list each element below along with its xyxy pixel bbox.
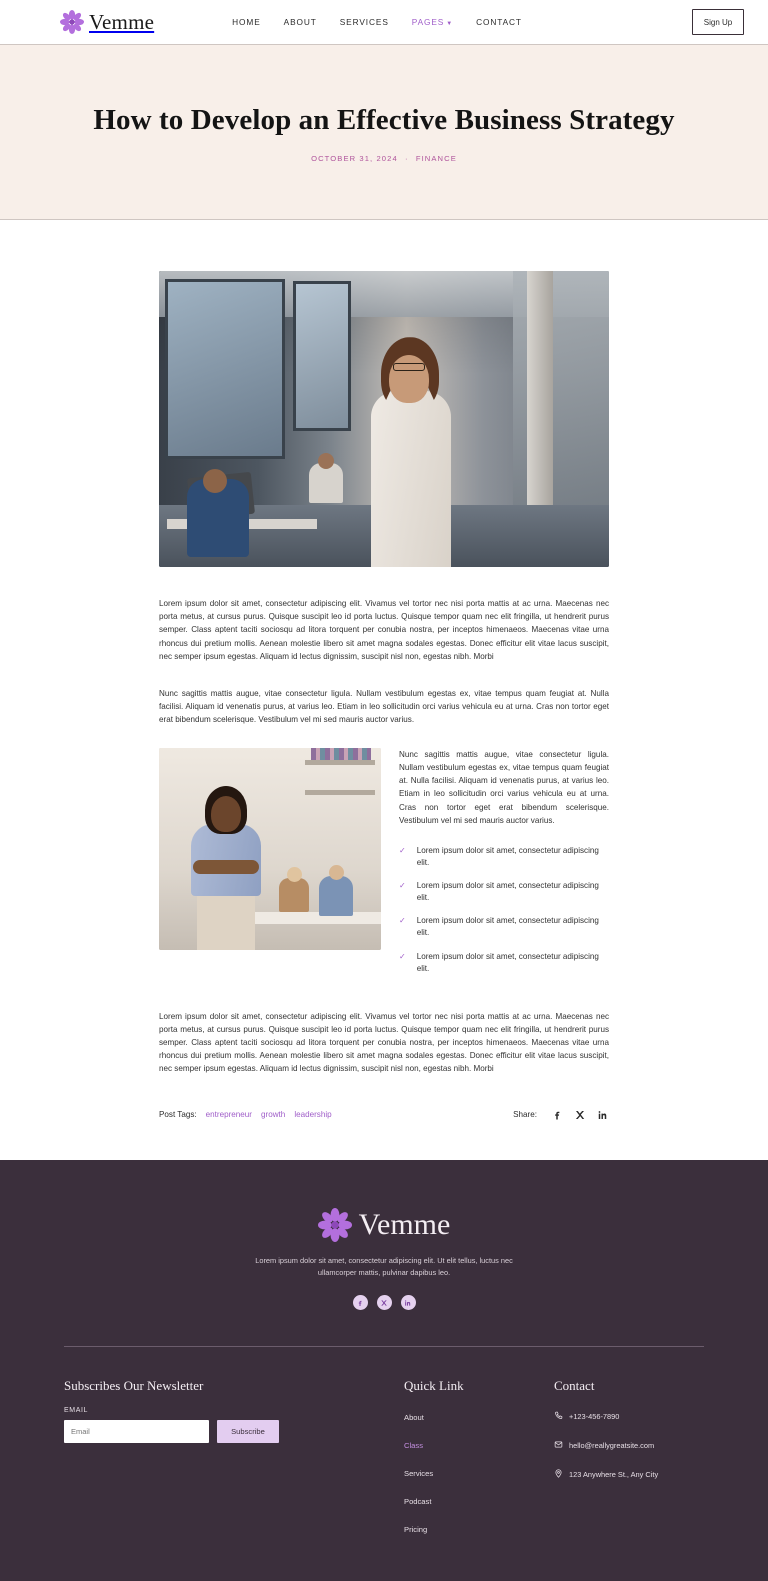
- article-split-paragraph: Nunc sagittis mattis augue, vitae consectetur ligula. Nullam vestibulum egestas ex, vitae tempus quam feugiat at. Nulla facilisi. Aliquam id venenatis purus, at varius leo. Etiam in leo sollicitudin orci varius vehicula eu at urna. Cras non tortor eget erat bibendum scelerisque. Vestibulum vel mi sed mauris auctor varius.: [399, 750, 609, 825]
- article-hero: [0, 45, 768, 220]
- mail-icon: [554, 1436, 563, 1454]
- post-footer: [159, 1108, 609, 1120]
- brand-name: Vemme: [89, 9, 155, 34]
- article-meta: [90, 154, 678, 163]
- footer-link-podcast[interactable]: Podcast: [404, 1497, 432, 1507]
- facebook-icon[interactable]: [551, 1108, 563, 1120]
- subscribe-row: [64, 1420, 404, 1443]
- check-icon: ✓: [399, 916, 406, 926]
- facebook-icon[interactable]: [353, 1295, 368, 1310]
- footer-divider: [64, 1346, 704, 1347]
- meta-separator: ·: [405, 154, 409, 164]
- article-paragraph-3: Lorem ipsum dolor sit amet, consectetur adipiscing elit. Vivamus vel tortor nec nisi porta mattis at ac urna. Maecenas nec porta metus, at cursus purus. Quisque suscipit leo id porta luctus. Quisque tempor quam nec elit fringilla, ut hendrerit purus semper. Class aptent taciti sociosqu ad litora torquent per conubia nostra, per inceptos himenaeos. Maecenas vitae urna rhoncus dui pretium mollis. Aenean molestie libero sit amet magna sodales egestas. Donec efficitur elit vitae lacus suscipit, nec semper ipsum egestas. Aliquam id lectus dignissim, suscipit nisl non, egestas nibh. Morbi: [159, 1011, 609, 1074]
- footer-logo[interactable]: [0, 1208, 768, 1242]
- split-text-column: [399, 748, 609, 986]
- list-item: [399, 880, 609, 904]
- contact-phone[interactable]: [554, 1407, 704, 1425]
- nav-item-contact[interactable]: CONTACT: [476, 17, 522, 27]
- site-footer: [0, 1160, 768, 1581]
- list-item-text: Lorem ipsum dolor sit amet, consectetur adipiscing elit.: [416, 881, 599, 903]
- subscribe-button[interactable]: Subscribe: [217, 1420, 279, 1443]
- list-item-text: Lorem ipsum dolor sit amet, consectetur adipiscing elit.: [416, 916, 599, 938]
- share-group: [513, 1108, 609, 1120]
- tag-growth[interactable]: growth: [261, 1109, 286, 1119]
- linkedin-icon[interactable]: [597, 1108, 609, 1120]
- article-paragraph-1: Lorem ipsum dolor sit amet, consectetur adipiscing elit. Vivamus vel tortor nec nisi porta mattis at ac urna. Maecenas nec porta metus, at cursus purus. Quisque suscipit leo id porta luctus. Quisque tempor quam nec elit fringilla, ut hendrerit purus semper. Class aptent taciti sociosqu ad litora torquent per conubia nostra, per inceptos himenaeos. Maecenas vitae urna rhoncus dui pretium mollis. Aenean molestie libero sit amet magna sodales egestas. Donec efficitur elit vitae lacus suscipit, nec semper ipsum egestas. Aliquam id lectus dignissim, suscipit nisl non, egestas nibh. Morbi: [159, 599, 609, 661]
- quick-link-title: Quick Link: [404, 1378, 464, 1394]
- site-header: [0, 0, 768, 45]
- check-icon: ✓: [399, 845, 406, 855]
- nav-item-home[interactable]: HOME: [232, 17, 261, 27]
- contact-email-text: hello@reallygreatsite.com: [569, 1440, 655, 1450]
- article-category[interactable]: FINANCE: [415, 154, 457, 164]
- contact-phone-text: +123-456-7890: [569, 1411, 620, 1421]
- linkedin-icon[interactable]: [401, 1295, 416, 1310]
- newsletter-title: Subscribes Our Newsletter: [64, 1378, 204, 1394]
- check-icon: ✓: [399, 951, 406, 961]
- footer-link-services[interactable]: Services: [404, 1469, 434, 1479]
- footer-social-row: [0, 1295, 768, 1310]
- article-checklist: [399, 845, 609, 975]
- footer-brand-name: Vemme: [358, 1208, 451, 1242]
- sign-up-button[interactable]: Sign Up: [692, 9, 744, 35]
- nav-item-about[interactable]: ABOUT: [283, 17, 317, 27]
- email-field-label: EMAIL: [64, 1407, 89, 1415]
- footer-brand-block: [0, 1208, 768, 1310]
- pin-icon: [554, 1465, 563, 1483]
- contact-email[interactable]: [554, 1436, 704, 1454]
- contact-title: Contact: [554, 1378, 595, 1394]
- article-body: [159, 220, 609, 1160]
- phone-icon: [554, 1407, 563, 1425]
- main-nav: [232, 17, 522, 27]
- x-twitter-icon[interactable]: [377, 1295, 392, 1310]
- footer-columns: [64, 1378, 704, 1547]
- nav-item-pages[interactable]: [412, 17, 453, 27]
- footer-link-about[interactable]: About: [404, 1413, 424, 1423]
- quick-link-list: [404, 1407, 554, 1537]
- list-item: [399, 915, 609, 939]
- flower-icon: [60, 10, 84, 34]
- footer-link-pricing[interactable]: Pricing: [404, 1525, 428, 1535]
- article-split-section: [159, 748, 609, 986]
- brand-logo[interactable]: [60, 10, 154, 35]
- contact-address[interactable]: [554, 1465, 704, 1483]
- post-tags: [159, 1110, 332, 1119]
- nav-item-services[interactable]: SERVICES: [339, 17, 389, 27]
- flower-icon: [318, 1208, 352, 1242]
- footer-tagline: Lorem ipsum dolor sit amet, consectetur adipiscing elit. Ut elit tellus, luctus nec ullamcorper mattis, pulvinar dapibus leo.: [255, 1256, 513, 1277]
- list-item: [399, 951, 609, 975]
- article-date: OCTOBER 31, 2024: [311, 154, 398, 164]
- list-item: [399, 845, 609, 869]
- email-field[interactable]: [64, 1420, 209, 1443]
- list-item-text: Lorem ipsum dolor sit amet, consectetur adipiscing elit.: [416, 951, 599, 973]
- newsletter-column: [64, 1378, 404, 1547]
- list-item-text: Lorem ipsum dolor sit amet, consectetur adipiscing elit.: [416, 845, 599, 867]
- quick-link-column: [404, 1378, 554, 1547]
- contact-column: [554, 1378, 704, 1547]
- chevron-down-icon: ▼: [446, 21, 454, 27]
- article-paragraph-2: Nunc sagittis mattis augue, vitae consectetur ligula. Nullam vestibulum egestas ex, vitae tempus quam feugiat at. Nulla facilisi. Aliquam id venenatis purus, at varius leo. Etiam in leo sollicitudin orci varius vehicula eu at urna. Cras non tortor eget erat bibendum scelerisque. Vestibulum vel mi sed mauris auctor varius.: [159, 688, 609, 724]
- nav-item-pages-label: PAGES: [411, 17, 445, 27]
- feature-image: [159, 271, 609, 567]
- footer-link-class[interactable]: Class: [404, 1441, 423, 1451]
- check-icon: ✓: [399, 881, 406, 891]
- x-twitter-icon[interactable]: [574, 1108, 586, 1120]
- tag-leadership[interactable]: leadership: [294, 1109, 332, 1119]
- page-title: How to Develop an Effective Business Strategy: [93, 104, 675, 136]
- post-tags-label: Post Tags:: [159, 1109, 197, 1119]
- inline-image: [159, 748, 381, 950]
- contact-address-text: 123 Anywhere St., Any City: [569, 1469, 659, 1479]
- tag-entrepreneur[interactable]: entrepreneur: [205, 1109, 253, 1119]
- share-label: Share:: [513, 1109, 537, 1119]
